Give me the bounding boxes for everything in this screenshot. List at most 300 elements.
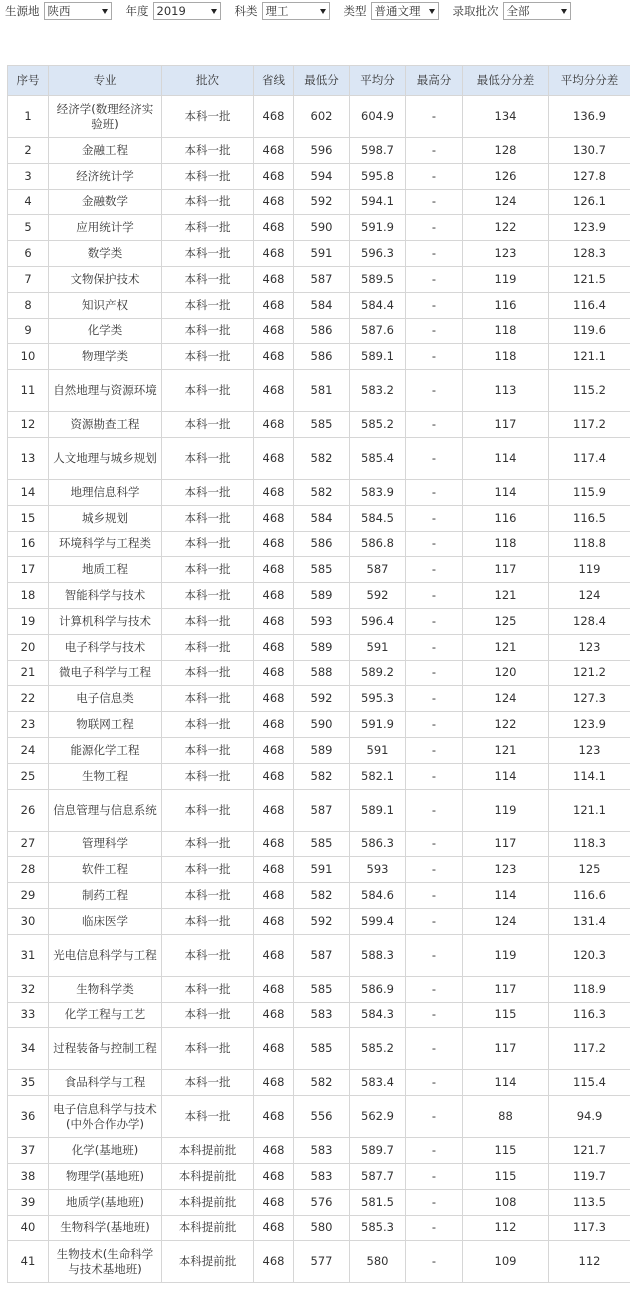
cell-avg-diff: 128.4 [549, 608, 630, 634]
cell-avg-diff: 116.6 [549, 883, 630, 909]
cell-major: 经济统计学 [49, 163, 162, 189]
table-row [8, 266, 630, 292]
cell-avg-score: 593 [350, 857, 406, 883]
year-value: 2019 [156, 4, 186, 18]
cell-province-line: 468 [254, 531, 294, 557]
cell-min-score: 602 [294, 96, 350, 138]
cell-index: 24 [8, 737, 49, 763]
cell-avg-diff: 123 [549, 737, 630, 763]
cell-batch: 本科一批 [162, 412, 254, 438]
cell-major: 电子信息类 [49, 686, 162, 712]
cell-province-line: 468 [254, 138, 294, 164]
cell-batch: 本科一批 [162, 883, 254, 909]
cell-avg-score: 599.4 [350, 908, 406, 934]
cell-avg-diff: 116.5 [549, 505, 630, 531]
cell-min-score: 582 [294, 763, 350, 789]
cell-province-line: 468 [254, 292, 294, 318]
cell-avg-score: 583.4 [350, 1070, 406, 1096]
cell-min-diff: 121 [463, 737, 549, 763]
cell-min-score: 589 [294, 737, 350, 763]
cell-major: 知识产权 [49, 292, 162, 318]
cell-min-diff: 117 [463, 976, 549, 1002]
cell-batch: 本科一批 [162, 318, 254, 344]
province-value: 陕西 [47, 4, 71, 18]
cell-min-score: 587 [294, 934, 350, 976]
cell-min-diff: 121 [463, 634, 549, 660]
cell-min-diff: 88 [463, 1096, 549, 1138]
cell-province-line: 468 [254, 318, 294, 344]
cell-index: 41 [8, 1241, 49, 1283]
cell-avg-diff: 115.4 [549, 1070, 630, 1096]
cell-avg-diff: 123.9 [549, 712, 630, 738]
cell-min-score: 594 [294, 163, 350, 189]
cell-avg-diff: 118.3 [549, 831, 630, 857]
cell-avg-diff: 118.8 [549, 531, 630, 557]
table-row [8, 1163, 630, 1189]
cell-min-diff: 124 [463, 686, 549, 712]
cell-batch: 本科一批 [162, 1002, 254, 1028]
cell-province-line: 468 [254, 831, 294, 857]
cell-index: 38 [8, 1163, 49, 1189]
cell-major: 地质工程 [49, 557, 162, 583]
header-avg-diff: 平均分分差 [549, 66, 630, 96]
cell-min-score: 585 [294, 557, 350, 583]
cell-avg-diff: 115.2 [549, 370, 630, 412]
cell-province-line: 468 [254, 583, 294, 609]
cell-avg-diff: 117.4 [549, 437, 630, 479]
cell-major: 化学工程与工艺 [49, 1002, 162, 1028]
cell-min-diff: 114 [463, 1070, 549, 1096]
cell-avg-diff: 130.7 [549, 138, 630, 164]
cell-batch: 本科一批 [162, 1070, 254, 1096]
cell-min-score: 585 [294, 831, 350, 857]
cell-max-score: - [406, 266, 463, 292]
cell-avg-diff: 117.2 [549, 1028, 630, 1070]
cell-min-diff: 115 [463, 1138, 549, 1164]
cell-major: 电子科学与技术 [49, 634, 162, 660]
cell-major: 地理信息科学 [49, 479, 162, 505]
cell-batch: 本科一批 [162, 437, 254, 479]
cell-max-score: - [406, 96, 463, 138]
cell-major: 地质学(基地班) [49, 1189, 162, 1215]
chevron-down-icon [320, 9, 326, 14]
header-province-line: 省线 [254, 66, 294, 96]
cell-province-line: 468 [254, 505, 294, 531]
cell-min-diff: 123 [463, 241, 549, 267]
cell-province-line: 468 [254, 1002, 294, 1028]
table-row [8, 505, 630, 531]
cell-min-score: 585 [294, 412, 350, 438]
cell-province-line: 468 [254, 608, 294, 634]
table-row [8, 763, 630, 789]
cell-max-score: - [406, 412, 463, 438]
cell-index: 32 [8, 976, 49, 1002]
cell-index: 13 [8, 437, 49, 479]
chevron-down-icon [429, 9, 435, 14]
table-row [8, 437, 630, 479]
cell-province-line: 468 [254, 189, 294, 215]
cell-min-diff: 118 [463, 531, 549, 557]
cell-province-line: 468 [254, 163, 294, 189]
chevron-down-icon [102, 9, 108, 14]
cell-min-score: 581 [294, 370, 350, 412]
cell-avg-score: 583.9 [350, 479, 406, 505]
cell-min-diff: 125 [463, 608, 549, 634]
province-select[interactable] [44, 2, 112, 20]
cell-min-score: 587 [294, 789, 350, 831]
cell-avg-diff: 121.2 [549, 660, 630, 686]
cell-avg-diff: 115.9 [549, 479, 630, 505]
cell-batch: 本科一批 [162, 96, 254, 138]
cell-major: 生物技术(生命科学与技术基地班) [49, 1241, 162, 1283]
cell-batch: 本科一批 [162, 908, 254, 934]
cell-major: 数学类 [49, 241, 162, 267]
cell-province-line: 468 [254, 1241, 294, 1283]
cell-avg-score: 582.1 [350, 763, 406, 789]
table-row [8, 660, 630, 686]
cell-avg-score: 594.1 [350, 189, 406, 215]
cell-major: 物理学类 [49, 344, 162, 370]
cell-province-line: 468 [254, 344, 294, 370]
cell-min-diff: 114 [463, 437, 549, 479]
table-row [8, 934, 630, 976]
cell-major: 软件工程 [49, 857, 162, 883]
cell-min-diff: 116 [463, 505, 549, 531]
cell-min-score: 583 [294, 1138, 350, 1164]
cell-max-score: - [406, 1096, 463, 1138]
cell-major: 能源化学工程 [49, 737, 162, 763]
header-max-score: 最高分 [406, 66, 463, 96]
cell-index: 17 [8, 557, 49, 583]
cell-index: 7 [8, 266, 49, 292]
cell-min-diff: 119 [463, 266, 549, 292]
cell-avg-score: 604.9 [350, 96, 406, 138]
cell-index: 6 [8, 241, 49, 267]
type-label: 类型 [343, 4, 367, 18]
cell-max-score: - [406, 660, 463, 686]
cell-min-diff: 117 [463, 1028, 549, 1070]
cell-avg-diff: 121.1 [549, 344, 630, 370]
cell-max-score: - [406, 857, 463, 883]
cell-max-score: - [406, 292, 463, 318]
table-row [8, 1002, 630, 1028]
cell-avg-score: 589.1 [350, 789, 406, 831]
cell-index: 1 [8, 96, 49, 138]
table-row [8, 1028, 630, 1070]
table-row [8, 531, 630, 557]
province-label: 生源地 [5, 4, 40, 18]
cell-min-diff: 113 [463, 370, 549, 412]
cell-major: 文物保护技术 [49, 266, 162, 292]
cell-major: 资源勘查工程 [49, 412, 162, 438]
cell-avg-diff: 131.4 [549, 908, 630, 934]
table-row [8, 908, 630, 934]
cell-avg-score: 584.4 [350, 292, 406, 318]
batch-value: 全部 [506, 4, 530, 18]
cell-major: 管理科学 [49, 831, 162, 857]
subject-value: 理工 [265, 4, 289, 18]
cell-avg-diff: 128.3 [549, 241, 630, 267]
cell-avg-score: 562.9 [350, 1096, 406, 1138]
cell-avg-diff: 119.7 [549, 1163, 630, 1189]
cell-batch: 本科提前批 [162, 1189, 254, 1215]
header-avg-score: 平均分 [350, 66, 406, 96]
batch-select[interactable] [503, 2, 571, 20]
cell-index: 23 [8, 712, 49, 738]
cell-province-line: 468 [254, 737, 294, 763]
table-row [8, 686, 630, 712]
cell-min-diff: 134 [463, 96, 549, 138]
cell-max-score: - [406, 437, 463, 479]
cell-index: 39 [8, 1189, 49, 1215]
cell-major: 金融数学 [49, 189, 162, 215]
cell-max-score: - [406, 976, 463, 1002]
cell-major: 经济学(数理经济实验班) [49, 96, 162, 138]
cell-min-diff: 108 [463, 1189, 549, 1215]
cell-major: 物理学(基地班) [49, 1163, 162, 1189]
cell-province-line: 468 [254, 241, 294, 267]
cell-min-score: 582 [294, 479, 350, 505]
table-row [8, 215, 630, 241]
type-value: 普通文理 [374, 4, 421, 18]
cell-index: 9 [8, 318, 49, 344]
cell-min-diff: 118 [463, 344, 549, 370]
cell-index: 25 [8, 763, 49, 789]
cell-min-diff: 119 [463, 934, 549, 976]
admission-scores-table [7, 65, 630, 1283]
cell-province-line: 468 [254, 908, 294, 934]
table-row [8, 1138, 630, 1164]
year-select[interactable] [153, 2, 221, 20]
cell-avg-diff: 121.5 [549, 266, 630, 292]
cell-avg-diff: 124 [549, 583, 630, 609]
cell-min-diff: 121 [463, 583, 549, 609]
header-batch: 批次 [162, 66, 254, 96]
cell-batch: 本科一批 [162, 763, 254, 789]
cell-min-score: 596 [294, 138, 350, 164]
cell-max-score: - [406, 686, 463, 712]
cell-min-score: 582 [294, 1070, 350, 1096]
cell-index: 22 [8, 686, 49, 712]
cell-batch: 本科一批 [162, 505, 254, 531]
cell-batch: 本科一批 [162, 857, 254, 883]
table-row [8, 1189, 630, 1215]
cell-index: 33 [8, 1002, 49, 1028]
cell-min-score: 586 [294, 344, 350, 370]
cell-major: 微电子科学与工程 [49, 660, 162, 686]
header-min-diff: 最低分分差 [463, 66, 549, 96]
cell-min-score: 592 [294, 686, 350, 712]
table-row [8, 318, 630, 344]
cell-avg-score: 584.6 [350, 883, 406, 909]
table-row [8, 479, 630, 505]
cell-avg-diff: 117.2 [549, 412, 630, 438]
cell-min-score: 592 [294, 908, 350, 934]
cell-major: 生物工程 [49, 763, 162, 789]
cell-max-score: - [406, 531, 463, 557]
table-row [8, 1070, 630, 1096]
subject-label: 科类 [234, 4, 258, 18]
cell-index: 2 [8, 138, 49, 164]
cell-max-score: - [406, 241, 463, 267]
cell-index: 36 [8, 1096, 49, 1138]
cell-major: 环境科学与工程类 [49, 531, 162, 557]
cell-index: 8 [8, 292, 49, 318]
cell-avg-score: 585.2 [350, 412, 406, 438]
cell-province-line: 468 [254, 437, 294, 479]
cell-avg-diff: 121.7 [549, 1138, 630, 1164]
cell-avg-diff: 123.9 [549, 215, 630, 241]
cell-min-diff: 124 [463, 189, 549, 215]
cell-major: 食品科学与工程 [49, 1070, 162, 1096]
cell-avg-diff: 113.5 [549, 1189, 630, 1215]
table-row [8, 883, 630, 909]
cell-batch: 本科提前批 [162, 1163, 254, 1189]
table-row [8, 976, 630, 1002]
cell-province-line: 468 [254, 1096, 294, 1138]
cell-province-line: 468 [254, 660, 294, 686]
cell-province-line: 468 [254, 412, 294, 438]
cell-max-score: - [406, 831, 463, 857]
cell-min-diff: 114 [463, 883, 549, 909]
table-row [8, 163, 630, 189]
cell-max-score: - [406, 712, 463, 738]
cell-avg-diff: 127.3 [549, 686, 630, 712]
cell-min-diff: 119 [463, 789, 549, 831]
cell-min-score: 593 [294, 608, 350, 634]
cell-min-score: 590 [294, 215, 350, 241]
cell-avg-score: 589.5 [350, 266, 406, 292]
cell-min-score: 591 [294, 857, 350, 883]
cell-batch: 本科一批 [162, 789, 254, 831]
cell-batch: 本科一批 [162, 831, 254, 857]
cell-major: 生物科学(基地班) [49, 1215, 162, 1241]
subject-select[interactable] [262, 2, 330, 20]
cell-avg-score: 584.5 [350, 505, 406, 531]
cell-major: 临床医学 [49, 908, 162, 934]
cell-major: 生物科学类 [49, 976, 162, 1002]
type-select[interactable] [371, 2, 439, 20]
cell-province-line: 468 [254, 763, 294, 789]
cell-major: 过程装备与控制工程 [49, 1028, 162, 1070]
cell-min-score: 584 [294, 292, 350, 318]
cell-avg-score: 596.3 [350, 241, 406, 267]
cell-index: 10 [8, 344, 49, 370]
cell-batch: 本科一批 [162, 292, 254, 318]
cell-batch: 本科一批 [162, 608, 254, 634]
cell-province-line: 468 [254, 215, 294, 241]
cell-batch: 本科提前批 [162, 1215, 254, 1241]
table-row [8, 96, 630, 138]
cell-province-line: 468 [254, 934, 294, 976]
cell-batch: 本科一批 [162, 976, 254, 1002]
cell-avg-score: 587 [350, 557, 406, 583]
cell-max-score: - [406, 344, 463, 370]
cell-avg-diff: 118.9 [549, 976, 630, 1002]
cell-index: 34 [8, 1028, 49, 1070]
cell-min-score: 587 [294, 266, 350, 292]
cell-avg-diff: 125 [549, 857, 630, 883]
cell-min-score: 583 [294, 1002, 350, 1028]
batch-label: 录取批次 [452, 4, 499, 18]
table-row [8, 712, 630, 738]
table-row [8, 138, 630, 164]
cell-max-score: - [406, 1189, 463, 1215]
cell-min-score: 586 [294, 318, 350, 344]
cell-index: 28 [8, 857, 49, 883]
table-row [8, 608, 630, 634]
cell-province-line: 468 [254, 712, 294, 738]
cell-avg-score: 589.1 [350, 344, 406, 370]
cell-min-score: 589 [294, 634, 350, 660]
cell-min-diff: 122 [463, 215, 549, 241]
cell-province-line: 468 [254, 479, 294, 505]
cell-min-score: 592 [294, 189, 350, 215]
header-major: 专业 [49, 66, 162, 96]
cell-batch: 本科一批 [162, 557, 254, 583]
cell-avg-score: 585.2 [350, 1028, 406, 1070]
cell-batch: 本科一批 [162, 634, 254, 660]
cell-major: 制药工程 [49, 883, 162, 909]
cell-max-score: - [406, 1070, 463, 1096]
cell-avg-score: 591.9 [350, 215, 406, 241]
cell-avg-score: 595.8 [350, 163, 406, 189]
table-row [8, 857, 630, 883]
cell-avg-diff: 116.3 [549, 1002, 630, 1028]
cell-batch: 本科提前批 [162, 1241, 254, 1283]
cell-avg-score: 591 [350, 634, 406, 660]
cell-index: 12 [8, 412, 49, 438]
cell-batch: 本科一批 [162, 686, 254, 712]
cell-major: 智能科学与技术 [49, 583, 162, 609]
cell-max-score: - [406, 505, 463, 531]
cell-min-score: 582 [294, 437, 350, 479]
cell-avg-diff: 123 [549, 634, 630, 660]
cell-max-score: - [406, 1215, 463, 1241]
table-row [8, 831, 630, 857]
table-row [8, 370, 630, 412]
cell-avg-score: 595.3 [350, 686, 406, 712]
cell-min-score: 585 [294, 976, 350, 1002]
cell-batch: 本科一批 [162, 712, 254, 738]
cell-avg-diff: 116.4 [549, 292, 630, 318]
table-row [8, 1096, 630, 1138]
cell-province-line: 468 [254, 1138, 294, 1164]
cell-max-score: - [406, 1028, 463, 1070]
cell-batch: 本科一批 [162, 934, 254, 976]
cell-province-line: 468 [254, 976, 294, 1002]
cell-avg-diff: 117.3 [549, 1215, 630, 1241]
cell-min-score: 556 [294, 1096, 350, 1138]
cell-batch: 本科一批 [162, 479, 254, 505]
cell-avg-score: 586.8 [350, 531, 406, 557]
cell-province-line: 468 [254, 96, 294, 138]
cell-index: 29 [8, 883, 49, 909]
cell-max-score: - [406, 883, 463, 909]
table-row [8, 344, 630, 370]
table-row [8, 412, 630, 438]
cell-max-score: - [406, 163, 463, 189]
cell-min-score: 580 [294, 1215, 350, 1241]
table-row [8, 241, 630, 267]
cell-province-line: 468 [254, 1070, 294, 1096]
table-row [8, 634, 630, 660]
cell-index: 4 [8, 189, 49, 215]
cell-index: 16 [8, 531, 49, 557]
chevron-down-icon [561, 9, 567, 14]
chevron-down-icon [211, 9, 217, 14]
cell-index: 26 [8, 789, 49, 831]
